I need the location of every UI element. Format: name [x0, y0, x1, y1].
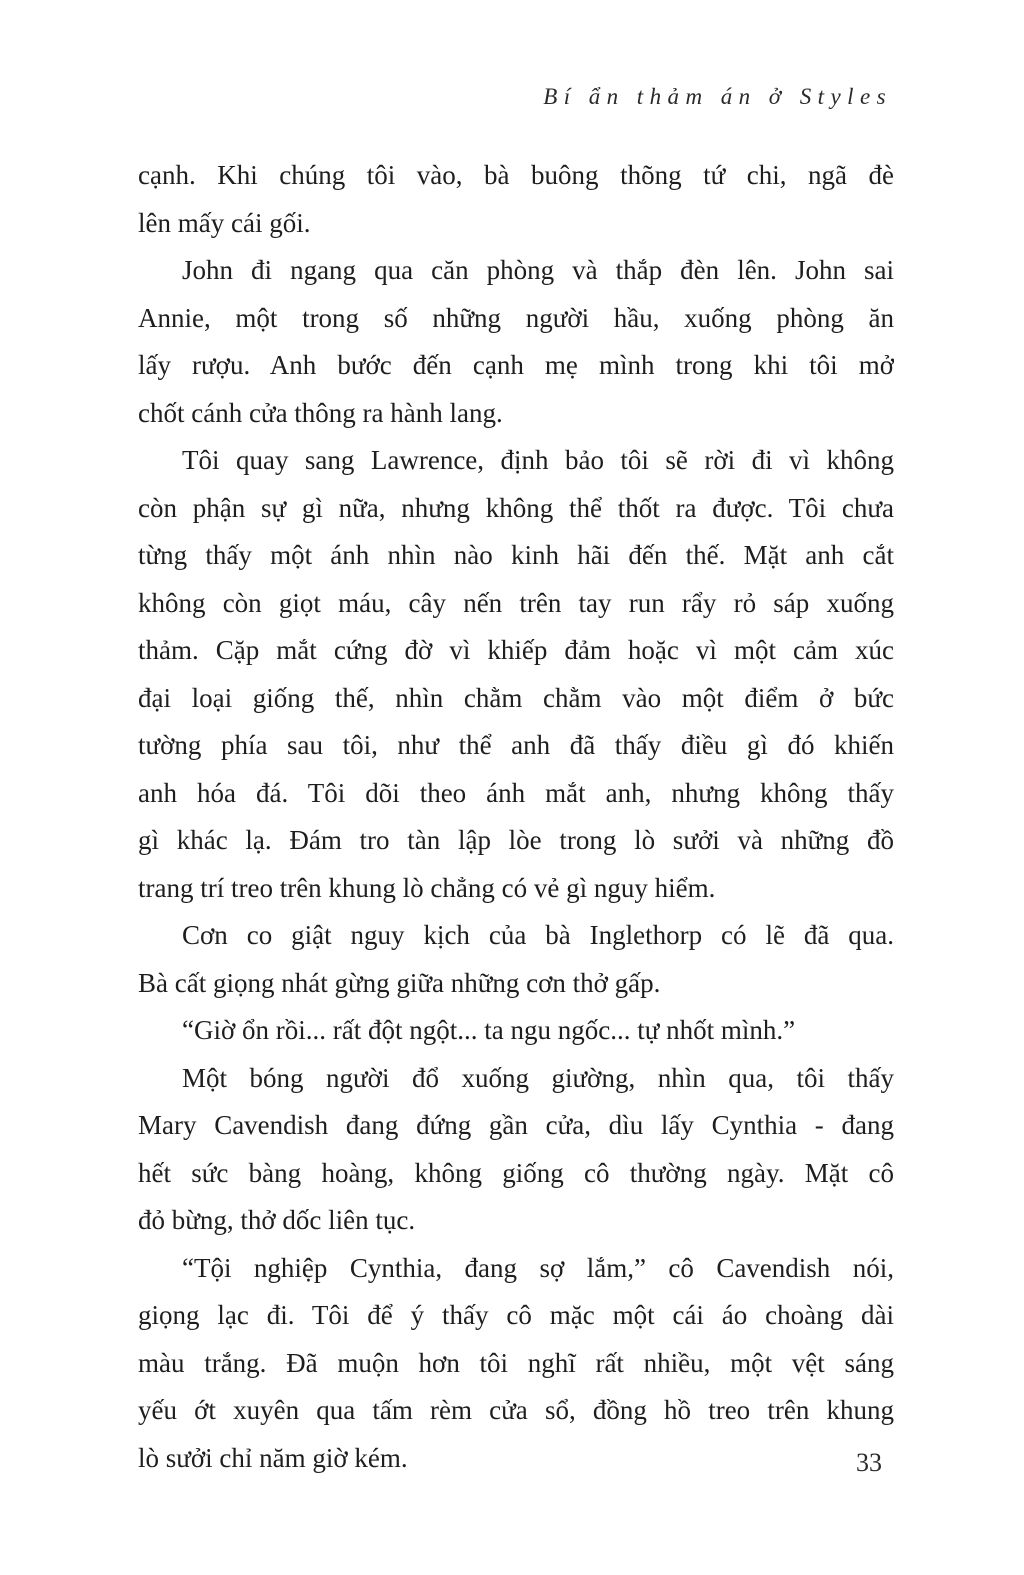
paragraph: [138, 247, 894, 437]
text-line: Cơn co giật nguy kịch của bà Inglethorp có lẽ đã qua.: [182, 920, 894, 950]
text-line: Annie, một trong số những người hầu, xuống phòng ăn: [138, 302, 894, 333]
text-line: anh hóa đá. Tôi dõi theo ánh mắt anh, nhưng không thấy: [138, 777, 894, 808]
paragraph: [138, 1055, 894, 1245]
text-line: Mary Cavendish đang đứng gần cửa, dìu lấy Cynthia - đang: [138, 1110, 894, 1140]
text-line: Một bóng người đổ xuống giường, nhìn qua, tôi thấy: [182, 1062, 894, 1093]
text-line: lên mấy cái gối.: [138, 207, 311, 238]
text-line: lấy rượu. Anh bước đến cạnh mẹ mình trong khi tôi mở: [138, 350, 894, 380]
text-line: đại loại giống thế, nhìn chằm chằm vào một điểm ở bức: [138, 682, 894, 713]
text-line: đỏ bừng, thở dốc liên tục.: [138, 1205, 416, 1235]
text-line: màu trắng. Đã muộn hơn tôi nghĩ rất nhiều, một vệt sáng: [138, 1347, 894, 1378]
text-line: gì khác lạ. Đám tro tàn lập lòe trong lò sưởi và những đồ: [138, 825, 894, 855]
text-line: tường phía sau tôi, như thể anh đã thấy điều gì đó khiến: [138, 730, 894, 760]
text-line: cạnh. Khi chúng tôi vào, bà buông thõng tứ chi, ngã đè: [138, 160, 894, 190]
text-line: chốt cánh cửa thông ra hành lang.: [138, 397, 503, 428]
paragraph: [138, 152, 894, 247]
text-line: giọng lạc đi. Tôi để ý thấy cô mặc một cái áo choàng dài: [138, 1300, 894, 1330]
text-line: “Giờ ổn rồi... rất đột ngột... ta ngu ngốc... tự nhốt mình.”: [182, 1015, 796, 1045]
paragraph: [138, 912, 894, 1007]
text-line: Tôi quay sang Lawrence, định bảo tôi sẽ rời đi vì không: [182, 445, 894, 475]
text-line: không còn giọt máu, cây nến trên tay run rẩy rỏ sáp xuống: [138, 587, 894, 618]
paragraph: [138, 1007, 894, 1055]
text-line: hết sức bàng hoàng, không giống cô thường ngày. Mặt cô: [138, 1157, 894, 1188]
text-line: John đi ngang qua căn phòng và thắp đèn lên. John sai: [182, 255, 894, 285]
text-line: lò sưởi chỉ năm giờ kém.: [138, 1442, 408, 1473]
text-line: “Tội nghiệp Cynthia, đang sợ lắm,” cô Cavendish nói,: [182, 1252, 894, 1283]
text-line: Bà cất giọng nhát gừng giữa những cơn thở gấp.: [138, 967, 661, 998]
text-line: từng thấy một ánh nhìn nào kinh hãi đến thế. Mặt anh cắt: [138, 540, 894, 570]
page-number: 33: [856, 1448, 882, 1477]
paragraph: [138, 1245, 894, 1483]
text-line: thảm. Cặp mắt cứng đờ vì khiếp đảm hoặc vì một cảm xúc: [138, 635, 894, 665]
text-line: yếu ớt xuyên qua tấm rèm cửa sổ, đồng hồ treo trên khung: [138, 1395, 894, 1425]
running-header-title: Bí ẩn thảm án ở Styles: [543, 84, 892, 109]
paragraph: [138, 437, 894, 912]
page-body: [138, 152, 894, 1482]
text-line: trang trí treo trên khung lò chẳng có vẻ gì nguy hiểm.: [138, 872, 716, 903]
text-line: còn phận sự gì nữa, nhưng không thể thốt ra được. Tôi chưa: [138, 492, 894, 523]
